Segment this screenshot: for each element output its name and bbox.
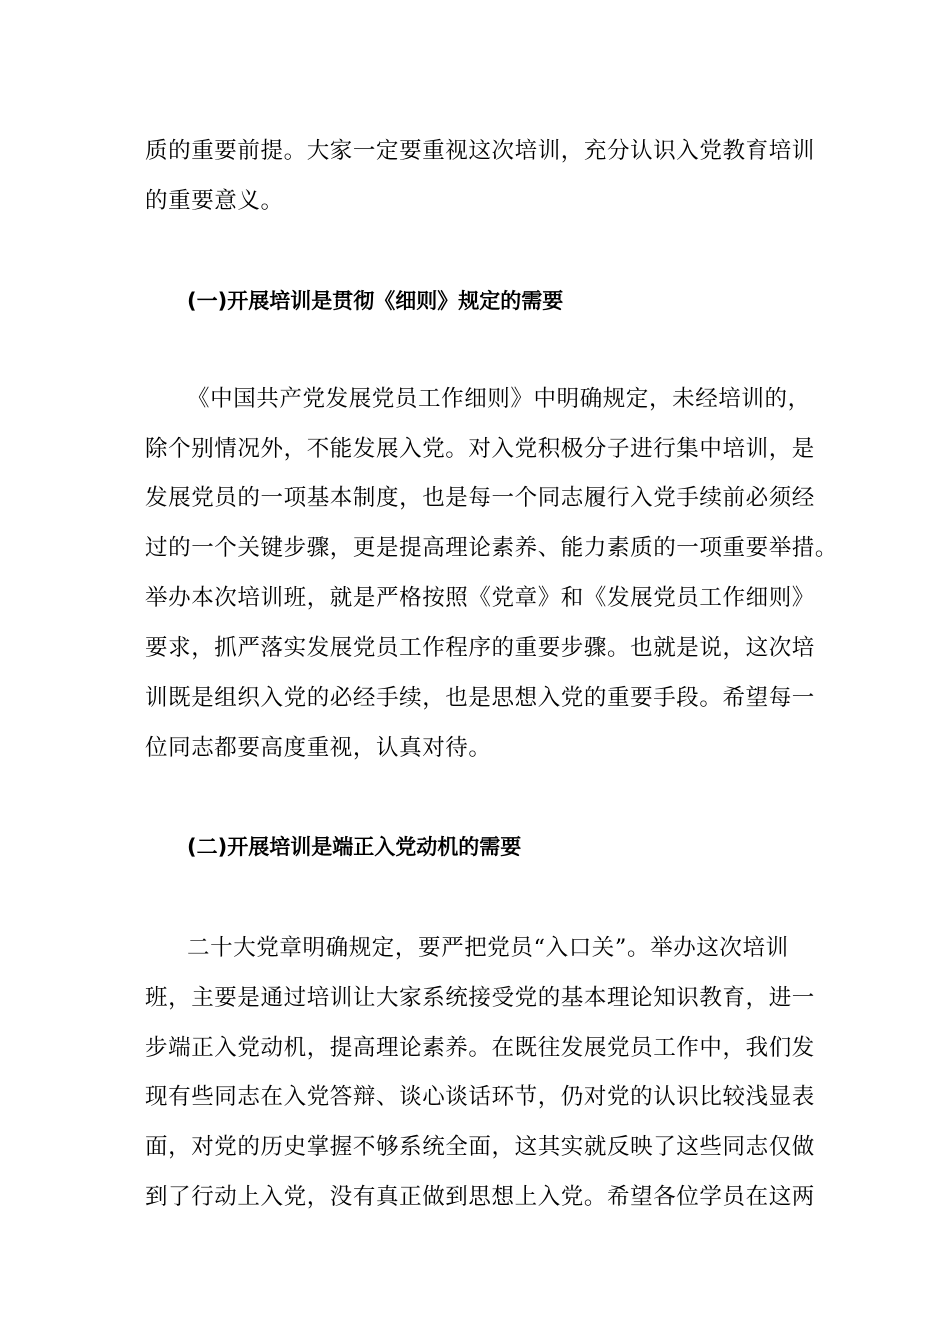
section-heading: (二)开展培训是端正入党动机的需要 — [187, 835, 522, 859]
body-text-line: 除个别情况外，不能发展入党。对入党积极分子进行集中培训，是 — [145, 436, 815, 462]
body-text-line: 现有些同志在入党答辩、谈心谈话环节，仍对党的认识比较浅显表 — [145, 1084, 815, 1110]
body-text-line: 到了行动上入党，没有真正做到思想上入党。希望各位学员在这两 — [145, 1184, 815, 1210]
body-text-line: 班，主要是通过培训让大家系统接受党的基本理论知识教育，进一 — [145, 985, 815, 1011]
body-text-line: 二十大党章明确规定，要严把党员“入口关”。举办这次培训 — [187, 935, 789, 961]
body-text-line: 要求，抓严落实发展党员工作程序的重要步骤。也就是说，这次培 — [145, 635, 815, 661]
body-text-line: 步端正入党动机，提高理论素养。在既往发展党员工作中，我们发 — [145, 1035, 815, 1061]
body-text-line: 发展党员的一项基本制度，也是每一个同志履行入党手续前必须经 — [145, 485, 815, 511]
section-heading: (一)开展培训是贯彻《细则》规定的需要 — [187, 289, 564, 313]
body-text-line: 训既是组织入党的必经手续，也是思想入党的重要手段。希望每一 — [145, 685, 815, 711]
body-text-line: 质的重要前提。大家一定要重视这次培训，充分认识入党教育培训 — [145, 138, 815, 164]
body-text-line: 面，对党的历史掌握不够系统全面，这其实就反映了这些同志仅做 — [145, 1134, 815, 1160]
body-text-line: 过的一个关键步骤，更是提高理论素养、能力素质的一项重要举措。 — [145, 535, 839, 561]
body-text-line: 的重要意义。 — [145, 188, 284, 214]
body-text-line: 《中国共产党发展党员工作细则》中明确规定，未经培训的， — [187, 386, 811, 412]
body-text-line: 举办本次培训班，就是严格按照《党章》和《发展党员工作细则》 — [145, 585, 815, 611]
body-text-line: 位同志都要高度重视，认真对待。 — [145, 735, 492, 761]
